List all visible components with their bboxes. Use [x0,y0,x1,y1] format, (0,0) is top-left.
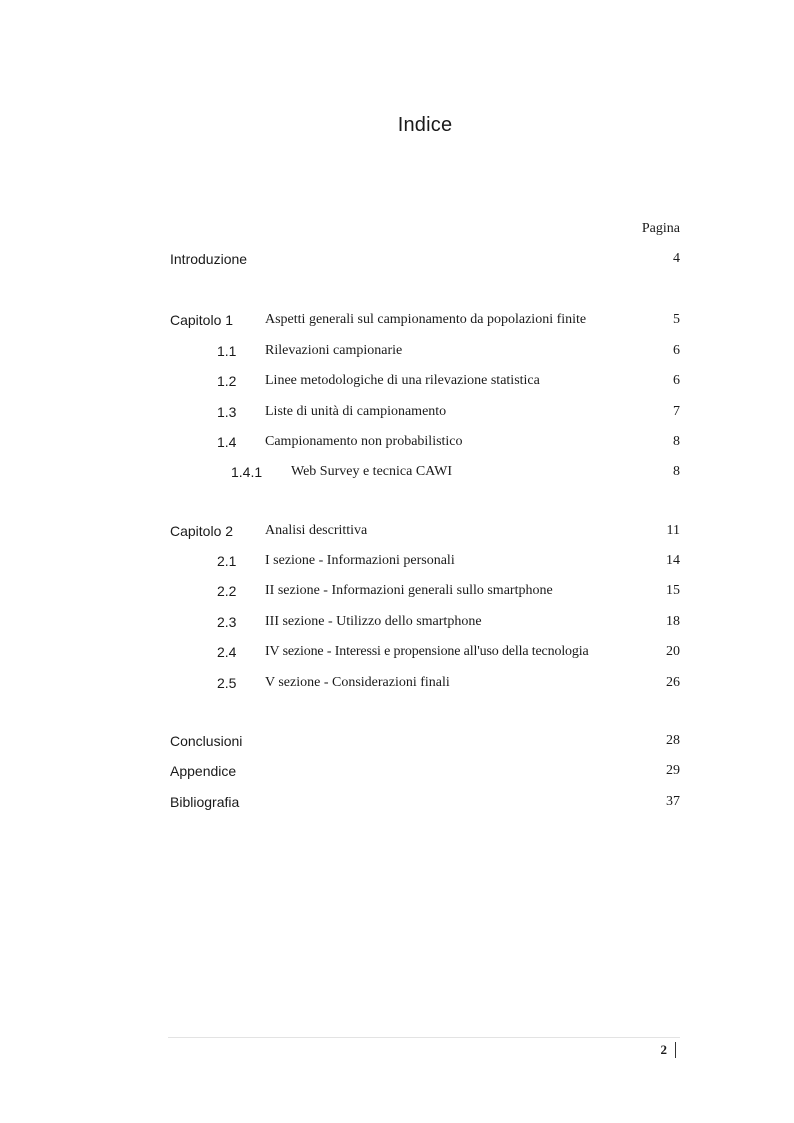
toc-page: 28 [666,733,680,748]
toc-entry-1-4-1[interactable] [0,464,794,484]
footer-bar [675,1042,676,1058]
toc-entry-bibliografia[interactable] [0,794,794,814]
toc-label: 2.1 [217,553,237,569]
toc-label: 1.1 [217,343,237,359]
toc-entry-1-4[interactable] [0,434,794,454]
footer-divider [168,1037,680,1038]
toc-entry-1-1[interactable] [0,343,794,363]
toc-text: V sezione - Considerazioni finali [265,675,450,690]
page-column-header: Pagina [641,221,680,236]
toc-entry-capitolo-1[interactable] [0,312,794,332]
toc-label: 1.2 [217,373,237,389]
toc-page: 29 [666,763,680,778]
toc-page: 4 [673,251,680,266]
toc-page: 14 [666,553,680,568]
toc-entry-1-3[interactable] [0,404,794,424]
toc-text: I sezione - Informazioni personali [265,553,455,568]
toc-label: Capitolo 2 [170,523,234,539]
toc-text: Web Survey e tecnica CAWI [291,464,453,479]
toc-label: Introduzione [170,251,248,267]
footer-page-number: 2 [660,1042,667,1057]
toc-entry-2-2[interactable] [0,583,794,603]
toc-label: 1.4 [217,434,237,450]
toc-entry-2-4[interactable] [0,644,794,664]
toc-page: 5 [673,312,680,327]
toc-entry-1-2[interactable] [0,373,794,393]
toc-label: Bibliografia [170,794,240,810]
toc-text: Liste di unità di campionamento [265,404,447,419]
toc-entry-conclusioni[interactable] [0,733,794,753]
toc-entry-capitolo-2[interactable] [0,523,794,543]
toc-entry-2-3[interactable] [0,614,794,634]
toc-page: 26 [666,675,680,690]
toc-label: 2.5 [217,675,237,691]
toc-text: Analisi descrittiva [265,523,368,538]
toc-page: 11 [666,523,680,538]
toc-text: Aspetti generali sul campionamento da popolazioni finite [265,312,587,327]
toc-page: 15 [666,583,680,598]
toc-entry-2-1[interactable] [0,553,794,573]
toc-text: Rilevazioni campionarie [265,343,403,358]
toc-page: 20 [666,644,680,659]
toc-page: 37 [666,794,680,809]
page-title: Indice [397,114,453,136]
toc-text: Campionamento non probabilistico [265,434,463,449]
toc-page: 18 [666,614,680,629]
toc-text: IV sezione - Interessi e propensione all'uso della tecnologia [265,644,589,659]
toc-text: II sezione - Informazioni generali sullo smartphone [265,583,553,598]
toc-label: 2.2 [217,583,237,599]
toc-text: Linee metodologiche di una rilevazione statistica [265,373,540,388]
toc-label: 2.4 [217,644,237,660]
toc-label: 2.3 [217,614,237,630]
toc-label: Appendice [170,763,237,779]
toc-label: 1.3 [217,404,237,420]
toc-page: 6 [673,343,680,358]
toc-label: Conclusioni [170,733,243,749]
toc-entry-introduzione[interactable] [0,251,794,271]
toc-label: Capitolo 1 [170,312,234,328]
toc-text: III sezione - Utilizzo dello smartphone [265,614,482,629]
toc-page: 8 [673,434,680,449]
toc-page: 6 [673,373,680,388]
toc-entry-2-5[interactable] [0,675,794,695]
toc-entry-appendice[interactable] [0,763,794,783]
toc-page: 7 [673,404,680,419]
toc-page: 8 [673,464,680,479]
toc-label: 1.4.1 [231,464,263,480]
